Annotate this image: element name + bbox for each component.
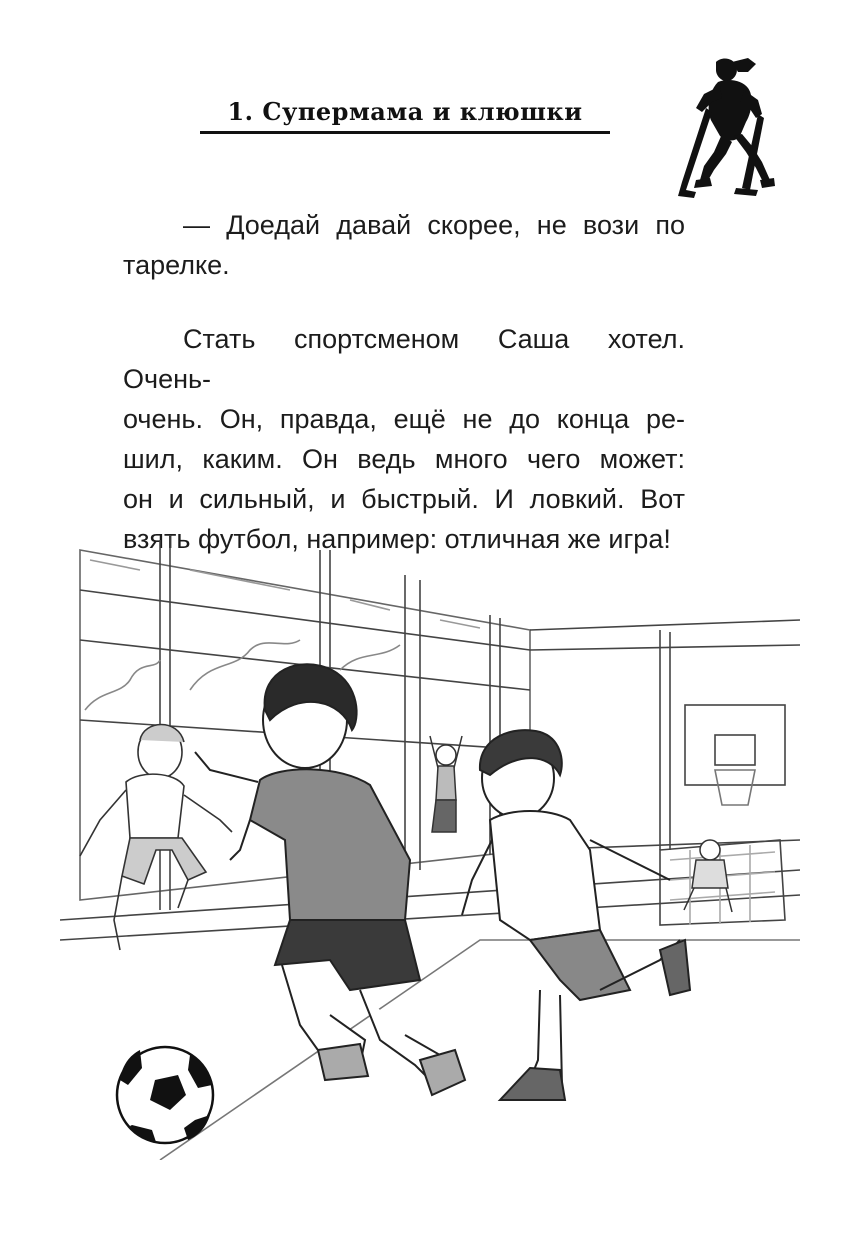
right-boy-figure	[462, 730, 690, 1100]
chapter-title: 1. Супермама и клюшки	[227, 97, 583, 126]
text-line: шил, каким. Он ведь много чего может:	[123, 444, 685, 474]
text-line: — Доедай давай скорее, не вози по	[183, 210, 685, 240]
hockey-player-silhouette-icon	[676, 56, 776, 202]
kids-playing-football-illustration	[60, 520, 800, 1160]
text-line: взять футбол, например: отличная же игра!	[123, 524, 671, 554]
running-boy-left-figure	[80, 725, 232, 951]
soccer-ball-icon	[117, 1047, 213, 1143]
text-line: Стать спортсменом Саша хотел. Очень-	[123, 324, 685, 394]
cheering-girl-figure	[430, 736, 462, 832]
title-underline	[200, 131, 610, 134]
central-boy-figure	[195, 664, 465, 1095]
paragraph-1	[123, 205, 685, 285]
text-line: тарелке.	[123, 250, 230, 280]
text-line: очень. Он, правда, ещё не до конца ре-	[123, 404, 685, 434]
text-line: он и сильный, и быстрый. И ловкий. Вот	[123, 484, 685, 514]
